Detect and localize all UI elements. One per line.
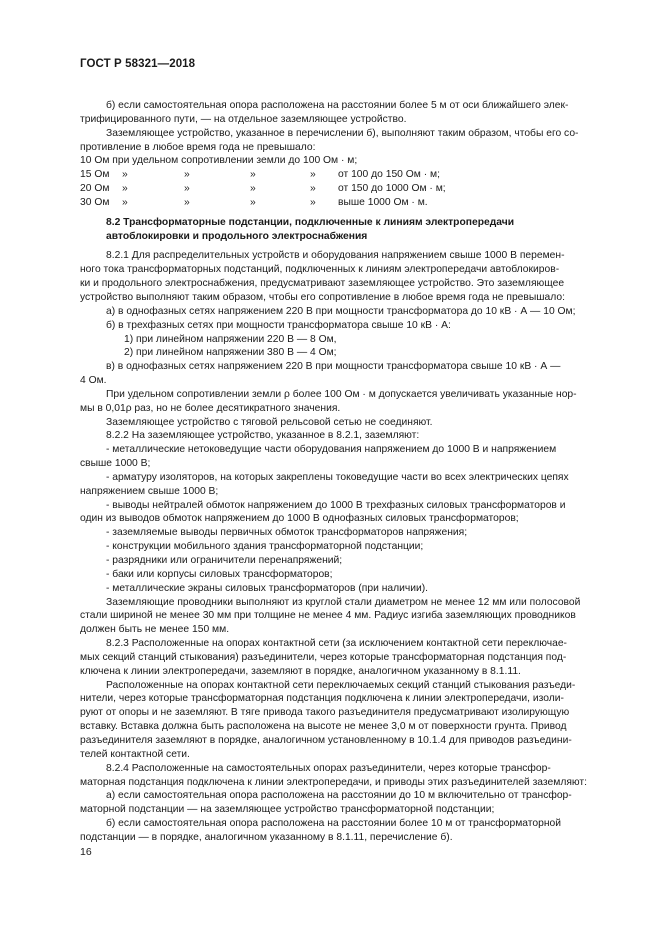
resistance-row bbox=[80, 182, 586, 196]
text-line: ного тока трансформаторных подстанций, подключенных к линиям электропередачи автоблокиров- bbox=[80, 264, 560, 276]
text-line: мы в 0,01ρ раз, но не более десятикратного значения. bbox=[80, 402, 341, 414]
text-line: стали шириной не менее 30 мм при толщине не менее 4 мм. Радиус изгиба заземляющих проводников bbox=[80, 610, 576, 622]
resistance-value: 20 Ом bbox=[80, 183, 110, 195]
list-item: 2) при линейном напряжении 380 В — 4 Ом; bbox=[124, 347, 337, 359]
list-item: 1) при линейном напряжении 220 В — 8 Ом, bbox=[124, 333, 337, 345]
resistance-value: 15 Ом bbox=[80, 169, 110, 181]
text-line: ки и продольного электроснабжения, предусматривают заземляющее устройство. Это заземляющее bbox=[80, 278, 565, 290]
section-title: автоблокировки и продольного электроснабжения bbox=[106, 230, 368, 242]
text-line: б) если самостоятельная опора расположена на расстоянии более 5 м от оси ближайшего элек- bbox=[106, 100, 569, 111]
text-line: 4 Ом. bbox=[80, 375, 107, 387]
resistance-range: от 150 до 1000 Ом · м; bbox=[338, 183, 446, 195]
text-line: 8.2.1 Для распределительных устройств и оборудования напряжением свыше 1000 В перемен- bbox=[106, 250, 565, 262]
text-line: трифицированного пути, — на отдельное заземляющее устройство. bbox=[80, 113, 407, 125]
list-item: б) в трехфазных сетях при мощности трансформатора свыше 10 кВ · А: bbox=[106, 319, 451, 331]
text-line: разъединителя заземляют в порядке, аналогичном установленному в 10.1.4 для приводов разъедини- bbox=[80, 734, 572, 746]
ditto-mark: » bbox=[184, 183, 190, 195]
text-line: телей контактной сети. bbox=[80, 748, 190, 760]
list-item: - арматуру изоляторов, на которых закреплены токоведущие части во всех электрических цепях bbox=[106, 471, 569, 483]
text-line: Заземляющее устройство, указанное в перечислении б), выполняют таким образом, чтобы его со- bbox=[106, 127, 579, 139]
text-line: Заземляющие проводники выполняют из круглой стали диаметром не менее 12 мм или полосовой bbox=[106, 596, 581, 608]
ditto-mark: » bbox=[184, 196, 190, 208]
list-item: - конструкции мобильного здания трансформаторной подстанции; bbox=[106, 541, 424, 553]
ditto-mark: » bbox=[184, 169, 190, 181]
text-line: вставку. Вставка должна быть расположена на высоте не менее 3,0 м от поверхности грунта. Привод bbox=[80, 721, 567, 733]
text-line: должен быть не менее 150 мм. bbox=[80, 624, 230, 636]
text-line: Расположенные на опорах контактной сети переключаемых секций станций стыкования разъеди- bbox=[106, 679, 576, 691]
text-line: устройство выполняют таким образом, чтобы его сопротивление в любое время года не превышало: bbox=[80, 291, 565, 303]
text-line: ключена к линии электропередачи, заземляют в порядке, аналогичном указанному в 8.1.11. bbox=[80, 665, 521, 677]
list-item: - выводы нейтралей обмоток напряжением до 1000 В трехфазных силовых трансформаторов и bbox=[106, 499, 566, 511]
text-line: 8.2.4 Расположенные на самостоятельных опорах разъединители, через которые трансфор- bbox=[106, 762, 551, 774]
standard-header: ГОСТ Р 58321—2018 bbox=[80, 58, 196, 70]
list-item: в) в однофазных сетях напряжением 220 В при мощности трансформатора свыше 10 кВ · А — bbox=[106, 361, 561, 373]
page-number: 16 bbox=[80, 846, 92, 858]
resistance-row bbox=[80, 168, 586, 182]
text-line: При удельном сопротивлении земли ρ более 100 Ом · м допускается увеличивать указанные нор- bbox=[106, 388, 577, 400]
ditto-mark: » bbox=[122, 169, 128, 181]
list-item: а) в однофазных сетях напряжением 220 В при мощности трансформатора до 10 кВ · А — 10 Ом; bbox=[106, 305, 576, 317]
text-line: 8.2.2 На заземляющее устройство, указанное в 8.2.1, заземляют: bbox=[106, 430, 420, 442]
resistance-range: от 100 до 150 Ом · м; bbox=[338, 169, 440, 181]
list-item: а) если самостоятельная опора расположена на расстоянии до 10 м включительно от трансфор- bbox=[106, 790, 572, 802]
text-line: свыше 1000 В; bbox=[80, 458, 151, 470]
text-line: мых секций станций стыкования) разъединители, через которые трансформаторная подстанция под- bbox=[80, 651, 567, 663]
ditto-mark: » bbox=[310, 169, 316, 181]
text-line: маторной подстанции — на заземляющее устройство трансформаторной подстанции; bbox=[80, 804, 495, 816]
text-line: 8.2.3 Расположенные на опорах контактной сети (за исключением контактной сети переключае- bbox=[106, 638, 567, 650]
resistance-row bbox=[80, 196, 586, 210]
text-line: 10 Ом при удельном сопротивлении земли до 100 Ом · м; bbox=[80, 155, 358, 167]
list-item: б) если самостоятельная опора расположена на расстоянии более 10 м от трансформаторной bbox=[106, 818, 562, 830]
ditto-mark: » bbox=[250, 183, 256, 195]
ditto-mark: » bbox=[250, 169, 256, 181]
section-title: 8.2 Трансформаторные подстанции, подключенные к линиям электропередачи bbox=[106, 216, 515, 228]
list-item: - баки или корпусы силовых трансформаторов; bbox=[106, 568, 333, 580]
ditto-mark: » bbox=[250, 196, 256, 208]
list-item: - разрядники или ограничители перенапряжений; bbox=[106, 555, 343, 566]
list-item: - заземляемые выводы первичных обмоток трансформаторов напряжения; bbox=[106, 527, 468, 539]
ditto-mark: » bbox=[122, 196, 128, 208]
text-line: нители, через которые трансформаторная подстанция подключена к линии электропередачи, изоли- bbox=[80, 693, 564, 705]
text-line: Заземляющее устройство с тяговой рельсовой сетью не соединяют. bbox=[106, 416, 433, 428]
text-line: подстанции — в порядке, аналогичном указанному в 8.1.11, перечисление б). bbox=[80, 831, 453, 843]
ditto-mark: » bbox=[310, 196, 316, 208]
ditto-mark: » bbox=[122, 183, 128, 195]
page-body bbox=[80, 99, 586, 845]
resistance-range: выше 1000 Ом · м. bbox=[338, 196, 428, 208]
text-line: напряжением свыше 1000 В; bbox=[80, 485, 219, 497]
list-item: - металлические нетоковедущие части оборудования напряжением до 1000 В и напряжением bbox=[106, 444, 557, 456]
text-line: один из выводов обмоток напряжением до 1000 В однофазных силовых трансформаторов; bbox=[80, 513, 519, 525]
text-line: противление в любое время года не превышало: bbox=[80, 141, 316, 153]
list-item: - металлические экраны силовых трансформаторов (при наличии). bbox=[106, 582, 429, 594]
ditto-mark: » bbox=[310, 183, 316, 195]
text-line: руют от опоры и не заземляют. В тяге привода такого разъединителя предусматривают изолирующую bbox=[80, 707, 570, 719]
text-line: маторная подстанция подключена к линии электропередачи, и приводы этих разъединителей заземляют: bbox=[80, 776, 587, 788]
resistance-value: 30 Ом bbox=[80, 196, 110, 208]
